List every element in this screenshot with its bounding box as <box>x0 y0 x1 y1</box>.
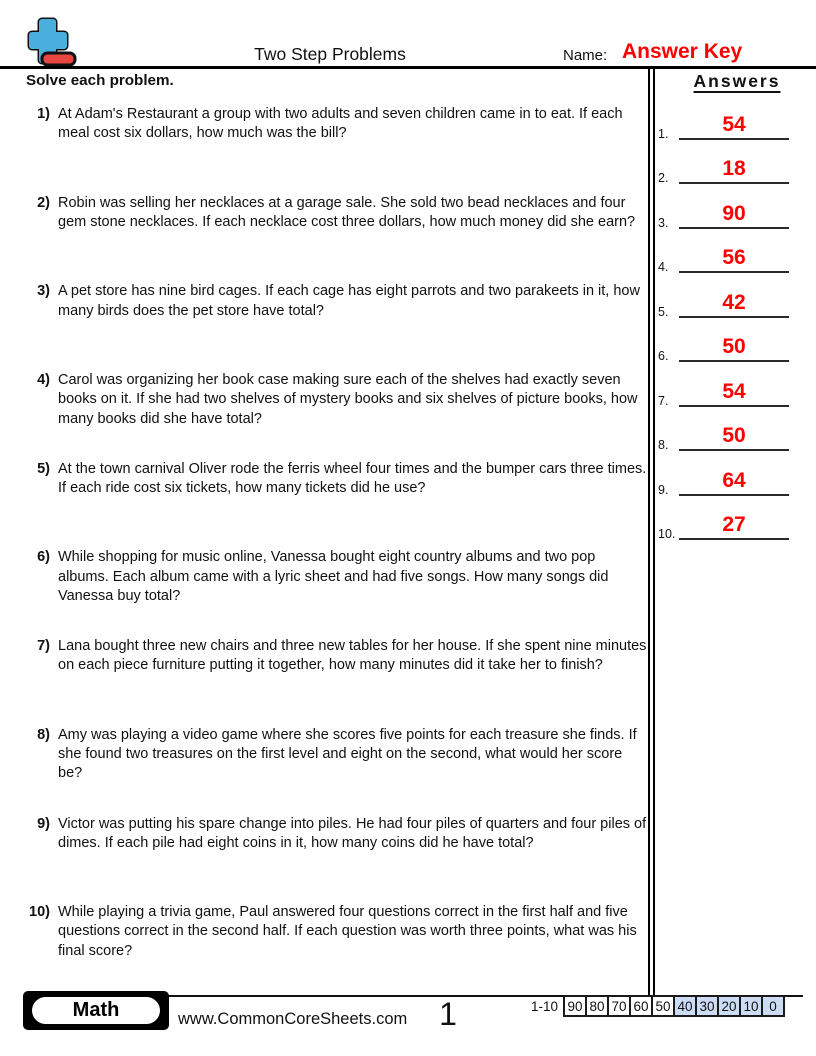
answer-value: 18 <box>722 157 746 180</box>
answer-value: 56 <box>722 246 746 269</box>
problem-text: Amy was playing a video game where she scores five points for each treasure she finds. If she found two treasures on the first level and eight on the second, what would her score be? <box>58 726 637 782</box>
answer-line <box>679 280 789 318</box>
score-table <box>563 995 785 1017</box>
answer-line <box>679 413 789 451</box>
problem-number: 3) <box>37 283 50 300</box>
answer-number: 10. <box>658 527 676 541</box>
problem-item <box>26 105 648 194</box>
answer-value: 27 <box>722 513 746 536</box>
answers-list <box>655 101 805 546</box>
problem-text: A pet store has nine bird cages. If each cage has eight parrots and two parakeets in it, how many birds does the pet store have total? <box>58 283 640 319</box>
score-cell: 90 <box>563 995 587 1017</box>
problem-number: 9) <box>37 815 50 832</box>
problem-number: 2) <box>37 194 50 211</box>
problem-item <box>26 903 648 992</box>
answer-number: 5. <box>658 304 669 319</box>
answer-value: 54 <box>722 112 746 136</box>
problem-text: Robin was selling her necklaces at a garage sale. She sold two bead necklaces and four gem stone necklaces. If each necklace cost three dollars, how much money did she earn? <box>58 194 636 230</box>
score-cell: 20 <box>717 995 741 1017</box>
problem-number: 5) <box>37 460 50 477</box>
name-label: Name: <box>563 47 608 64</box>
problem-text: Lana bought three new chairs and three new tables for her house. If she spent nine minutes on each piece furniture putting it together, how many minutes did it take her to finish? <box>58 638 647 674</box>
answer-value: 50 <box>722 424 746 447</box>
answer-value: 54 <box>722 379 746 403</box>
problem-number: 7) <box>37 638 50 655</box>
problem-item <box>26 194 648 283</box>
answer-number: 1. <box>658 126 669 141</box>
score-cell: 80 <box>585 995 609 1017</box>
problem-text: At the town carnival Oliver rode the ferris wheel four times and the bumper cars three times. If each ride cost six tickets, how many tickets did he use? <box>58 460 647 497</box>
answer-item <box>655 502 805 547</box>
answer-item <box>655 368 805 413</box>
problem-text: While shopping for music online, Vanessa bought eight country albums and two pop albums. Each album came with a lyric sheet and had five songs. How many songs did Vanessa buy total? <box>58 549 609 605</box>
subject-label: Math <box>32 997 160 1024</box>
score-cell: 70 <box>607 995 631 1017</box>
problem-number: 4) <box>37 372 50 389</box>
problem-number: 6) <box>37 549 50 566</box>
problem-item <box>26 282 648 371</box>
subject-badge <box>23 991 169 1030</box>
answer-number: 4. <box>658 260 669 274</box>
problem-item <box>26 548 648 637</box>
answer-value: 64 <box>722 468 746 492</box>
score-cell: 30 <box>695 995 719 1017</box>
answers-heading: Answers <box>693 71 781 91</box>
answer-number: 9. <box>658 482 669 497</box>
answer-item <box>655 146 805 191</box>
answer-item <box>655 324 805 369</box>
answer-line <box>679 235 789 273</box>
score-cell: 10 <box>739 995 763 1017</box>
problem-text: While playing a trivia game, Paul answered four questions correct in the first half and five questions correct in the second half. If each question was worth three points, what was his final score? <box>58 904 637 959</box>
score-range-label: 1-10 <box>531 999 559 1014</box>
answer-line <box>679 191 789 229</box>
page-number: 1 <box>439 996 457 1032</box>
answer-value: 90 <box>722 201 746 225</box>
score-cell: 40 <box>673 995 697 1017</box>
problem-item <box>26 460 648 549</box>
score-cell: 50 <box>651 995 675 1017</box>
answer-item <box>655 101 805 146</box>
answer-number: 7. <box>658 393 669 408</box>
problem-item <box>26 815 648 904</box>
answer-item <box>655 457 805 502</box>
answer-line <box>679 458 789 496</box>
problem-text: At Adam's Restaurant a group with two adults and seven children came in to eat. If each meal cost six dollars, how much was the bill? <box>58 106 623 142</box>
name-value: Answer Key <box>622 40 743 63</box>
problem-text: Victor was putting his spare change into piles. He had four piles of quarters and four piles of dimes. If each pile had eight coins in it, how many coins did he have total? <box>58 815 647 851</box>
answer-line <box>679 502 789 540</box>
answer-value: 50 <box>722 335 746 358</box>
answers-divider <box>648 69 655 995</box>
website-text: www.CommonCoreSheets.com <box>178 1010 408 1028</box>
problem-text: Carol was organizing her book case making sure each of the shelves had exactly seven books on it. If she had two shelves of mystery books and six shelves of picture books, how many books did she have total? <box>58 372 638 427</box>
worksheet-title: Two Step Problems <box>254 44 406 64</box>
answer-number: 6. <box>658 349 669 363</box>
answer-item <box>655 190 805 235</box>
answer-line <box>679 146 789 184</box>
problem-number: 1) <box>37 106 50 122</box>
score-cell: 0 <box>761 995 785 1017</box>
answer-number: 2. <box>658 171 669 185</box>
problem-number: 8) <box>37 726 50 743</box>
answer-item <box>655 235 805 280</box>
problem-number: 10) <box>29 904 50 921</box>
plus-minus-logo-icon <box>27 16 79 68</box>
answer-number: 3. <box>658 215 669 230</box>
problem-list <box>26 105 648 992</box>
score-cell: 60 <box>629 995 653 1017</box>
answer-item <box>655 279 805 324</box>
answer-line <box>679 324 789 362</box>
answer-item <box>655 413 805 458</box>
problem-item <box>26 371 648 460</box>
header-rule <box>0 66 816 69</box>
answer-line <box>679 102 789 140</box>
answer-number: 8. <box>658 438 669 452</box>
answer-value: 42 <box>722 290 746 314</box>
problem-item <box>26 637 648 726</box>
instructions-text: Solve each problem. <box>26 72 174 89</box>
answer-line <box>679 369 789 407</box>
problem-item <box>26 726 648 815</box>
